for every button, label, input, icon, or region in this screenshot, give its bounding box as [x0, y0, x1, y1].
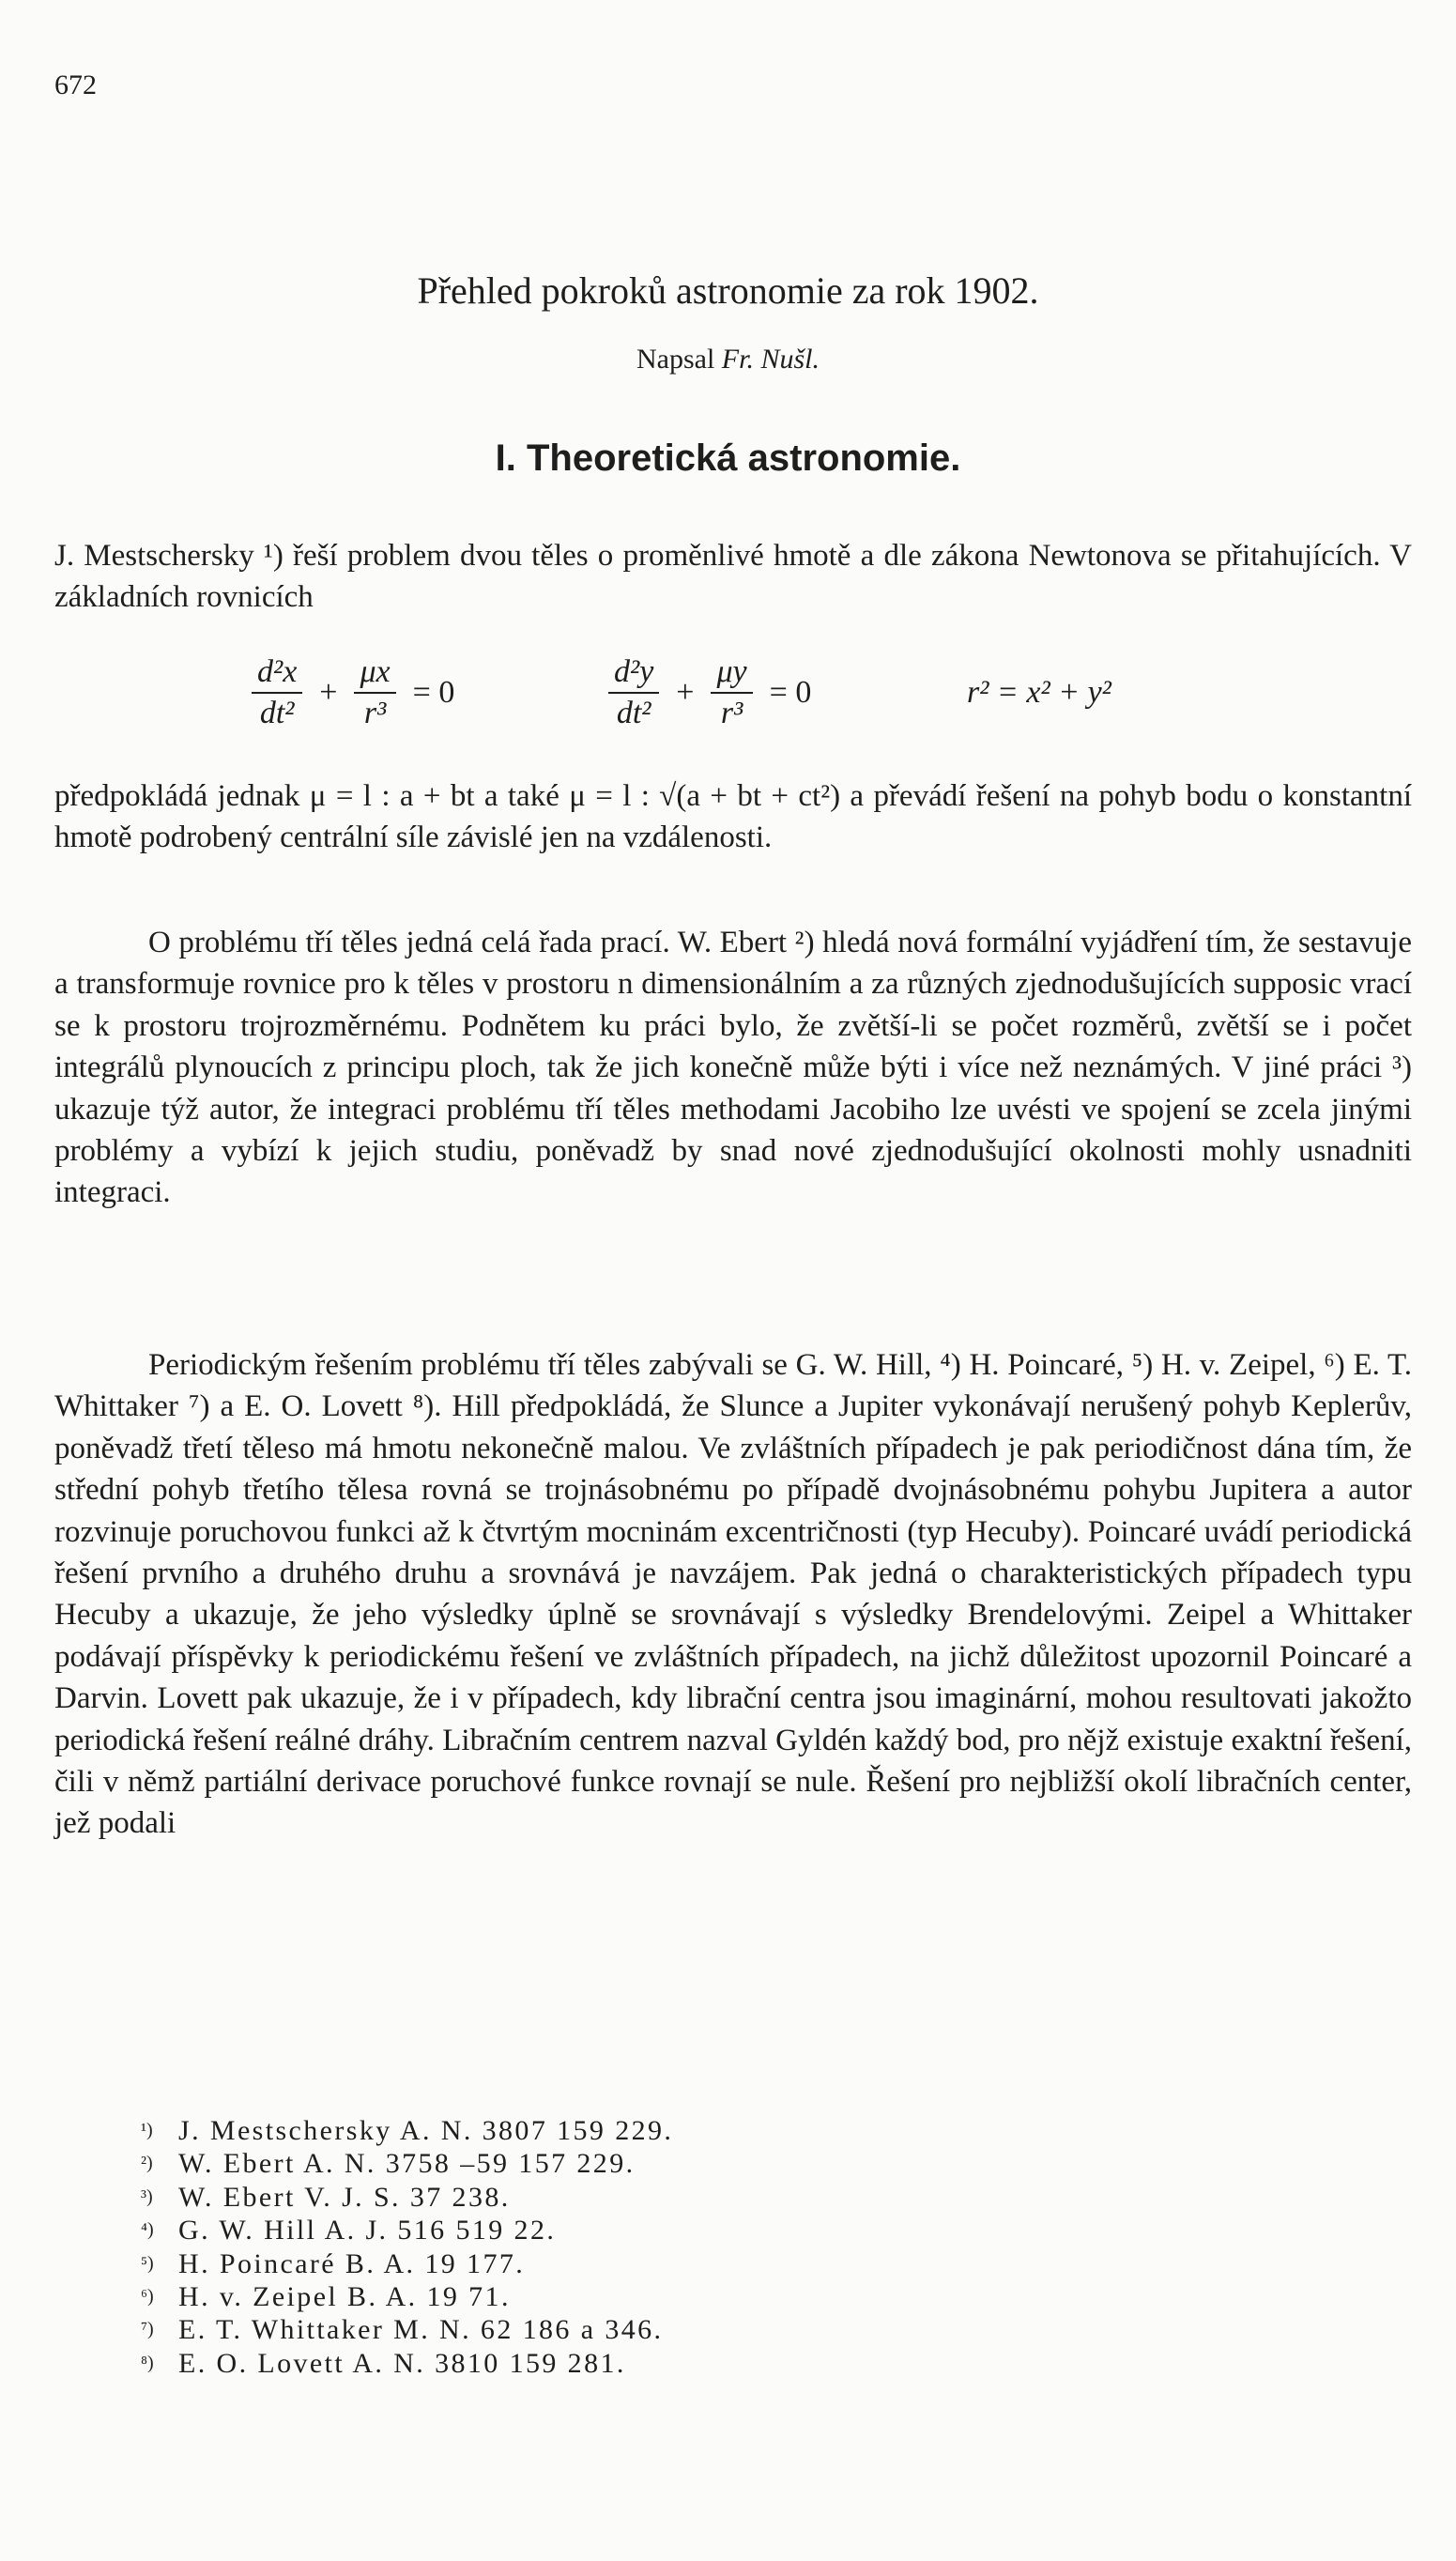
footnote-text: H. v. Zeipel B. A. 19 71. — [178, 2281, 511, 2313]
equals-zero: = 0 — [769, 675, 812, 710]
paragraph-1-intro: J. Mestschersky ¹) řeší problem dvou těles o proměnlivé hmotě a dle zákona Newtonova se přitahujících. V základních rovnicích — [54, 539, 1412, 615]
footnote-mark: ⁷) — [141, 2319, 154, 2340]
fraction-numerator: d²x — [252, 654, 302, 694]
fraction-numerator: d²y — [608, 654, 659, 694]
footnote-text: J. Mestschersky A. N. 3807 159 229. — [178, 2115, 674, 2146]
author-prefix: Napsal — [636, 344, 715, 375]
paragraph-1-continuation: předpokládá jednak μ = l : a + bt a také μ = l : √(a + bt + ct²) a převádí řešení na pohyb bodu o konstantní hmotě podrobený centrální síle závislé jen na vzdálenosti. — [54, 779, 1412, 855]
footnote — [141, 2313, 1361, 2346]
author-line — [0, 344, 1456, 376]
footnote — [141, 2280, 1361, 2313]
article-title: Přehled pokroků astronomie za rok 1902. — [417, 269, 1039, 312]
footnote-text: E. O. Lovett A. N. 3810 159 281. — [178, 2347, 626, 2379]
footnote-mark: ²) — [141, 2153, 153, 2174]
plus-sign: + — [319, 675, 338, 710]
fraction-d2x — [252, 654, 302, 731]
page-number: 672 — [54, 69, 97, 100]
footnote — [141, 2147, 1361, 2180]
footnote-text: W. Ebert A. N. 3758 –59 157 229. — [178, 2148, 636, 2180]
footnote — [141, 2247, 1361, 2280]
fraction-denominator: dt² — [259, 696, 295, 730]
footnote-mark: ⁸) — [141, 2352, 154, 2373]
footnote-text: H. Poincaré B. A. 19 177. — [178, 2247, 526, 2279]
footnote — [141, 2181, 1361, 2214]
fraction-muy — [711, 654, 752, 731]
fraction-numerator: μx — [354, 654, 395, 694]
fraction-denominator: r³ — [720, 696, 743, 730]
footnote-mark: ⁶) — [141, 2286, 154, 2308]
paragraph-3: Periodickým řešením problému tří těles zabývali se G. W. Hill, ⁴) H. Poincaré, ⁵) H. v. Zeipel, ⁶) E. T. Whittaker ⁷) a E. O. Lovett ⁸). Hill předpokládá, že Slunce a Jupiter vykonávají nerušený pohyb Keplerův, poněvadž třetí těleso má hmotu nekonečně malou. Ve zvláštních případech je pak periodičnost dána tím, že střední pohyb třetího tělesa rovná se trojnásobnému po případě dvojnásobnému pohybu Jupitera a autor rozvinuje poruchovou funkci až k čtvrtým mocninám excentričnosti (typ Hecuby). Poincaré uvádí periodická řešení prvního a druhého druhu a srovnává je navzájem. Pak jedná o charakteristických případech typu Hecuby a ukazuje, že jeho výsledky úplně se srovnávají s výsledky Brendelovými. Zeipel a Whittaker podávají příspěvky k periodickému řešení ve zvláštních případech, na jichž důležitost upozornil Poincaré a Darvin. Lovett pak ukazuje, že i v případech, kdy librační centra jsou imaginární, mohou resultovati jakožto periodická řešení reálné dráhy. Libračním centrem nazval Gyldén každý bod, pro nějž existuje exaktní řešení, čili v němž partiální derivace poruchové funkce rovnají se nule. Řešení pro nejbližší okolí libračních center, jež podali — [54, 1348, 1412, 1841]
paragraph-2: O problému tří těles jedná celá řada prací. W. Ebert ²) hledá nová formální vyjádření tím, že sestavuje a transformuje rovnice pro k těles v prostoru n dimensionálním a za různých zjednodušujících supposic vrací se k prostoru trojrozměrnému. Podnětem ku práci bylo, že zvětší-li se počet rozměrů, zvětší se i počet integrálů plynoucích z principu ploch, tak že jich konečně může býti i více než neznámých. V jiné práci ³) ukazuje týž autor, že integraci problému tří těles methodami Jacobiho lze uvésti ve spojení se zcela jinými problémy a vybízí k jejich studiu, poněvadž by snad nové zjednodušující okolnosti mohly usnadniti integraci. — [54, 926, 1412, 1210]
footnote-mark: ³) — [141, 2185, 153, 2207]
author-name: Fr. Nušl. — [721, 344, 820, 375]
footnote-mark: ⁴) — [141, 2219, 154, 2241]
footnote — [141, 2347, 1361, 2380]
footnotes — [141, 2114, 1361, 2380]
section-heading: I. Theoretická astronomie. — [495, 437, 961, 479]
fraction-denominator: r³ — [363, 696, 387, 730]
equation-block — [244, 646, 1239, 740]
footnote-text: G. W. Hill A. J. 516 519 22. — [178, 2215, 557, 2247]
footnote — [141, 2114, 1361, 2147]
radius-equation: r² = x² + y² — [967, 675, 1111, 710]
equation-radius — [967, 646, 1111, 740]
footnote-text: E. T. Whittaker M. N. 62 186 a 346. — [178, 2314, 664, 2346]
equation-y — [601, 646, 820, 740]
fraction-numerator: μy — [711, 654, 752, 694]
plus-sign: + — [676, 675, 695, 710]
footnote-mark: ⁵) — [141, 2252, 154, 2274]
footnote — [141, 2214, 1361, 2247]
fraction-mux — [354, 654, 395, 731]
equation-x — [244, 646, 464, 740]
fraction-denominator: dt² — [616, 696, 651, 730]
fraction-d2y — [608, 654, 659, 731]
footnote-mark: ¹) — [141, 2120, 153, 2140]
equals-zero: = 0 — [412, 675, 455, 710]
footnote-text: W. Ebert V. J. S. 37 238. — [178, 2181, 511, 2213]
